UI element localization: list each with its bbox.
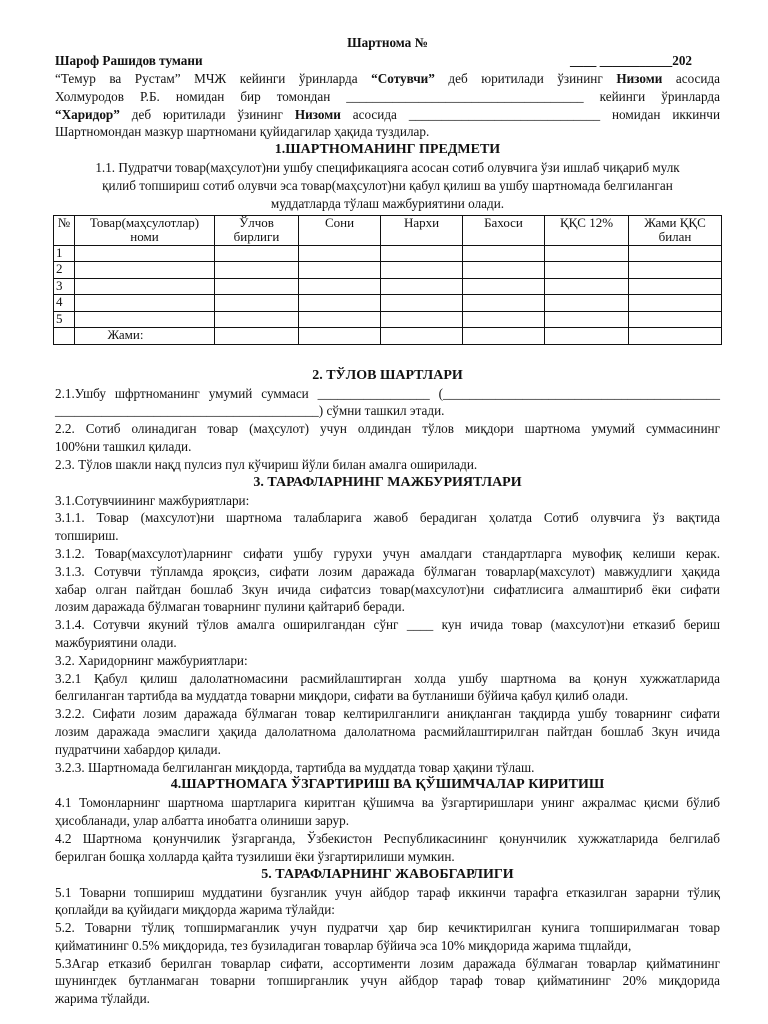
- clause-4-2: 4.2 Шартнома қонунчилик ўзгарганда, Ўзбекистон Республикасининг қонунчилик хужжатларида белгилаб берилган бошқа холларда қайта тузилиши ёки ўзгартирилиши мумкин.: [55, 830, 720, 864]
- row-number: 2: [54, 262, 75, 279]
- clause-5-2: 5.2. Товарни тўлиқ топширмаганлик учун пудратчи ҳар бир кечиктирилган кунига топширилмаган товар қийматининг 0.5% миқдорида, тез бузиладиган товарлар бўйича эса 10% миқдорида жарима тщлайди,: [55, 920, 720, 953]
- section-1-clause: [55, 159, 720, 212]
- table-row: [54, 295, 722, 312]
- clause-3-2: 3.2. Харидорнинг мажбуриятлари:: [55, 652, 248, 668]
- row-number: 4: [54, 295, 75, 312]
- row-number: 3: [54, 278, 75, 295]
- col-header-vat: ҚҚС 12%: [545, 215, 629, 245]
- clause-5-3: 5.3Агар етказиб берилган товарлар сифати, ассортименти лозим даражада бўлмаган товарлар қийматининг шунингдек бутланмаган товарни топширганлик учун айбдор тараф товар қийматининг 20% миқдорида жарима тўлайди.: [55, 955, 720, 1007]
- clause-3-2-3: 3.2.3. Шартномада белгиланган миқдорда, тартибда ва муддатда товар ҳақини тўлаш.: [55, 759, 535, 775]
- contract-content: [55, 34, 720, 1008]
- section-2-heading: 2. ТЎЛОВ ШАРТЛАРИ: [312, 367, 463, 383]
- table-total-row: [54, 328, 722, 345]
- clause-3-1-1: 3.1.1. Товар (махсулот)ни шартнома талабларига жавоб берадиган ҳолатда Сотиб олувчига ўз вақтида топшириш.: [55, 510, 720, 544]
- clause-3-2-1: 3.2.1 Қабул қилиш далолатномасини расмийлаштирган холда ушбу шартнома ва қонун хужжатларида белгиланган тартибда ва муддатда товарни миқдори, сифати ва бутланиши бўйича қабул қилиб олади.: [55, 670, 720, 704]
- row-number: 1: [54, 245, 75, 262]
- intro-line-1: “Темур ва Рустам” МЧЖ кейинги ўринларда “Сотувчи” деб юритилади ўзининг Низоми асосида: [55, 71, 720, 86]
- date-text: ____ ___________202: [570, 53, 692, 68]
- clause-2-1: 2.1.Ушбу шфртноманинг умумий суммаси _________________ (__________________________________________ ________________________________________) сўмни ташкил этади.: [55, 385, 720, 419]
- total-label: Жами:: [75, 328, 215, 345]
- intro-line-4: Шартномондан мазкур шартномани қуйидагилар ҳақида туздилар.: [55, 124, 430, 140]
- s1-line-2: қилиб топшириш сотиб олувчи эса товар(маҳсулот)ни қабул қилиш ва ушбу шартномада белгиланган: [102, 177, 673, 193]
- clause-3-1: 3.1.Сотувчиининг мажбуриятлари:: [55, 492, 250, 508]
- col-header-price: Нархи: [381, 215, 463, 245]
- s1-line-3: муддатларда тўлаш мажбуриятини олади.: [270, 195, 505, 211]
- clause-2-2: 2.2. Сотиб олинадиган товар (маҳсулот) учун олдиндан тўлов миқдори шартнома умумий суммасининг 100%ни ташкил қилади.: [55, 421, 720, 454]
- col-header-quantity: Сони: [299, 215, 381, 245]
- intro-line-3: “Харидор” деб юритилади ўзининг Низоми асосида _____________________________ номидан иккинчи: [55, 106, 720, 122]
- table-row: [54, 278, 722, 295]
- clause-5-1: 5.1 Товарни топшириш муддатини бузганлик учун айбдор тараф иккинчи тарафга етказилган зарарни тўлиқ қоплайди ва қуйидаги миқдорда жарима тўлайди:: [55, 884, 720, 918]
- specification-table: [53, 215, 722, 345]
- table-row: [54, 245, 722, 262]
- col-header-total-with-vat: Жами ҚҚС билан: [629, 215, 722, 245]
- place-text: Шароф Рашидов тумани: [55, 53, 203, 68]
- place-date-row: [55, 52, 720, 70]
- col-header-product: Товар(маҳсулотлар) номи: [75, 215, 215, 245]
- s1-line-1: 1.1. Пудратчи товар(маҳсулот)ни ушбу спецификацияга асосан сотиб олувчига ўзи ишлаб чиқариб мулк: [95, 160, 680, 176]
- clause-3-1-3: 3.1.3. Сотувчи тўпламда яроқсиз, сифати лозим даражада бўлмаган товарлар(махсулот) мавжудлиги ҳақида хабар олган пайтдан бошлаб 3кун ичида сифатсиз товар(махсулот)ни сифатлисига алмаштириб ёки сифати лозим даражада бўлмаган товарнинг пулини қайтариб беради.: [55, 563, 720, 615]
- col-header-number: №: [54, 215, 75, 245]
- table-header-row: [54, 215, 722, 245]
- section-4-heading: 4.ШАРТНОМАГА ЎЗГАРТИРИШ ВА ҚЎШИМЧАЛАР КИРИТИШ: [170, 777, 605, 793]
- col-header-cost: Бахоси: [463, 215, 545, 245]
- intro-line-2: Холмуродов Р.Б. номидан бир томондан ____________________________________ кейинги ўринларда: [55, 88, 720, 104]
- document-title: Шартнома №: [347, 35, 428, 50]
- section-5-heading: 5. ТАРАФЛАРНИНГ ЖАВОБГАРЛИГИ: [261, 866, 514, 882]
- table-row: [54, 311, 722, 328]
- clause-3-1-4: 3.1.4. Сотувчи якуний тўлов амалга оширилгандан сўнг ____ кун ичида товар (махсулот)ни етказиб бериш мажбуриятини олади.: [55, 617, 720, 650]
- col-header-unit: Ўлчов бирлиги: [215, 215, 299, 245]
- section-3-heading: 3. ТАРАФЛАРНИНГ МАЖБУРИЯТЛАРИ: [253, 474, 522, 490]
- clause-3-1-2: 3.1.2. Товар(махсулот)ларнинг сифати ушбу гурухи учун амалдаги стандартларга мувофиқ келиши керак.: [55, 545, 720, 561]
- intro-paragraph: [55, 70, 720, 141]
- row-number: 5: [54, 311, 75, 328]
- clause-3-2-2: 3.2.2. Сифати лозим даражада бўлмаган товар келтирилганлиги аниқланган тақдирда ушбу товарнинг сифати лозим даражада эмаслиги ҳақида далолатнома далолатнома расмийлаштирилган пайтдан бошлаб 3кун ичида пудратчини хабардор қилади.: [55, 706, 720, 757]
- clause-4-1: 4.1 Томонларнинг шартнома шартларига киритган қўшимча ва ўзгартиришлари унинг ажралмас қисми бўлиб ҳисобланади, улар албатта инобатга олиниши зарур.: [55, 795, 720, 829]
- table-row: [54, 262, 722, 279]
- section-1-heading: 1.ШАРТНОМАНИНГ ПРЕДМЕТИ: [274, 142, 501, 158]
- clause-2-3: 2.3. Тўлов шакли нақд пулсиз пул кўчириш йўли билан амалга оширилади.: [55, 456, 478, 472]
